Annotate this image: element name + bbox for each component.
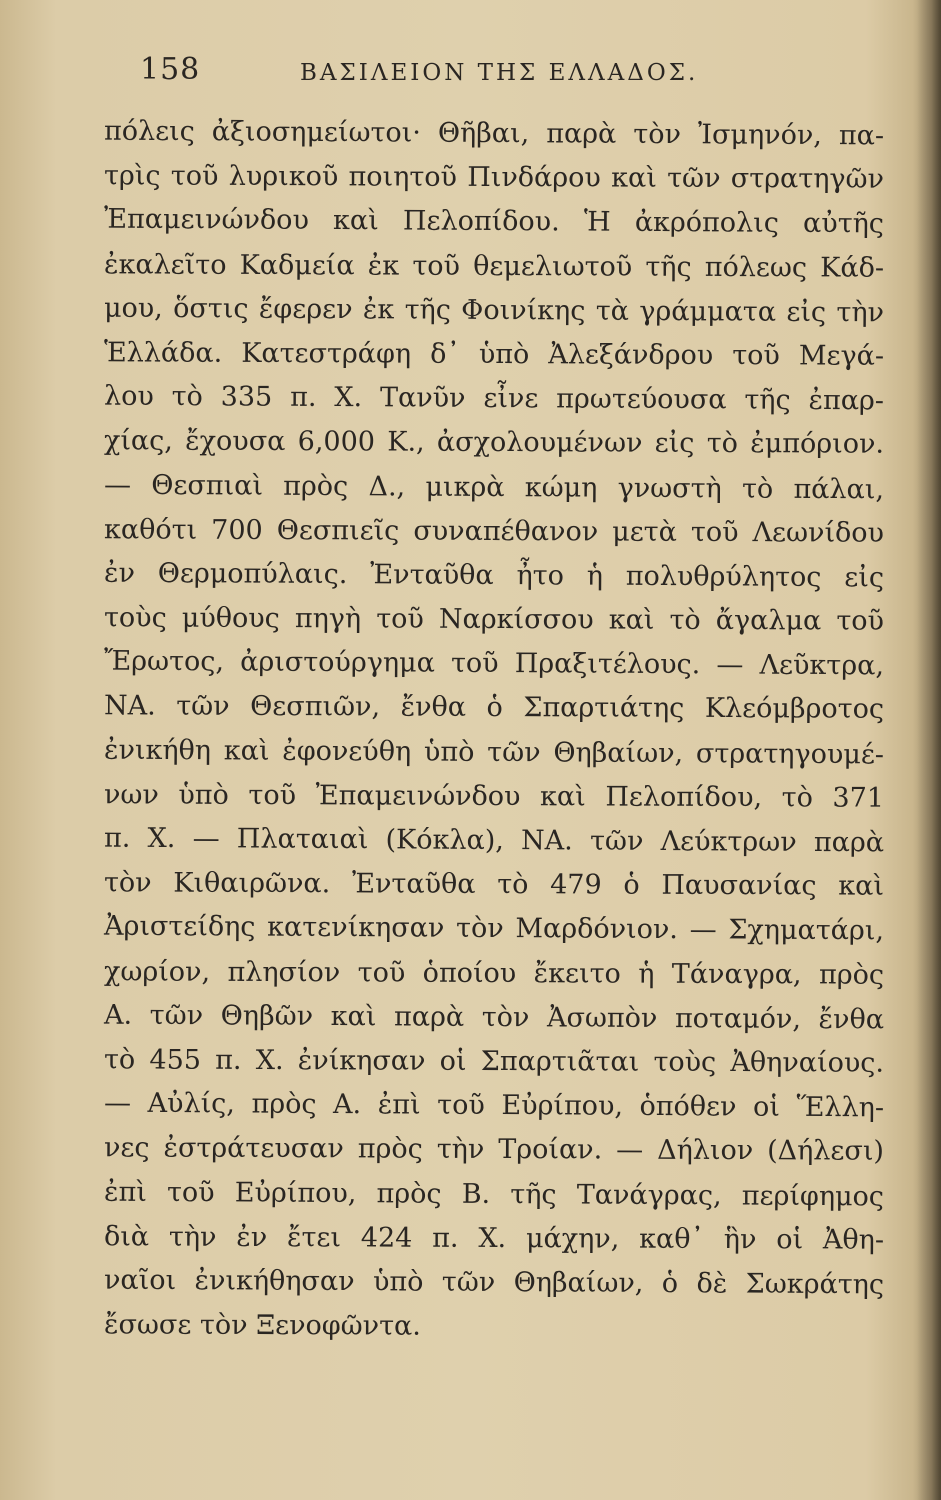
body-text	[104, 112, 884, 1349]
text-line: — Αὐλίς, πρὸς Α. ἐπὶ τοῦ Εὐρίπου, ὁπόθεν οἱ Ἕλλη-	[103, 1087, 885, 1124]
text-line: Ἑλλάδα. Κατεστράφη δ᾽ ὑπὸ Ἀλεξάνδρου τοῦ Μεγά-	[103, 337, 885, 372]
running-head: ΒΑΣΙΛΕΙΟΝ ΤΗΣ ΕΛΛΑΔΟΣ.	[300, 60, 699, 86]
text-line: — Θεσπιαὶ πρὸς Δ., μικρὰ κώμη γνωστὴ τὸ πάλαι,	[103, 469, 885, 505]
text-line: μου, ὅστις ἔφερεν ἐκ τῆς Φοινίκης τὰ γράμματα εἰς τὴν	[103, 292, 885, 329]
text-line: διὰ τὴν ἐν ἔτει 424 π. Χ. μάχην, καθ᾽ ἣν οἱ Ἀθη-	[103, 1220, 885, 1256]
page-edge-shadow	[917, 0, 941, 1500]
text-line: ἐκαλεῖτο Καδμεία ἐκ τοῦ θεμελιωτοῦ τῆς πόλεως Κάδ-	[103, 248, 885, 284]
text-line: Ἔρωτος, ἀριστούργημα τοῦ Πραξιτέλους. — Λεῦκτρα,	[103, 645, 885, 682]
text-line: Ἐπαμεινώνδου καὶ Πελοπίδου. Ἡ ἀκρόπολις αὐτῆς	[103, 203, 885, 240]
text-line: χίας, ἔχουσα 6,000 Κ., ἀσχολουμένων εἰς τὸ ἐμπόριον.	[103, 425, 885, 461]
text-line: Α. τῶν Θηβῶν καὶ παρὰ τὸν Ἀσωπὸν ποταμόν, ἔνθα	[103, 999, 885, 1036]
text-line: τὸν Κιθαιρῶνα. Ἐνταῦθα τὸ 479 ὁ Παυσανίας καὶ	[103, 867, 885, 902]
text-line: ἐν Θερμοπύλαις. Ἐνταῦθα ἦτο ἡ πολυθρύλητος εἰς	[103, 557, 885, 594]
text-line: χωρίον, πλησίον τοῦ ὁποίου ἔκειτο ἡ Τάναγρα, πρὸς	[103, 955, 885, 991]
text-line: ΝΑ. τῶν Θεσπιῶν, ἔνθα ὁ Σπαρτιάτης Κλεόμβροτος	[103, 690, 885, 726]
text-line: λου τὸ 335 π. Χ. Τανῦν εἶνε πρωτεύουσα τῆς ἐπαρ-	[103, 380, 885, 417]
page-number: 158	[140, 52, 201, 87]
text-line: ἐπὶ τοῦ Εὐρίπου, πρὸς Β. τῆς Τανάγρας, περίφημος	[103, 1176, 885, 1212]
text-line: καθότι 700 Θεσπιεῖς συναπέθανον μετὰ τοῦ Λεωνίδου	[103, 513, 885, 549]
text-line: πόλεις ἀξιοσημείωτοι· Θῆβαι, παρὰ τὸν Ἰσμηνόν, πα-	[103, 115, 885, 152]
text-line: τρὶς τοῦ λυρικοῦ ποιητοῦ Πινδάρου καὶ τῶν στρατηγῶν	[103, 160, 885, 195]
text-line: νων ὑπὸ τοῦ Ἐπαμεινώνδου καὶ Πελοπίδου, τὸ 371	[103, 779, 885, 814]
text-line: ἐνικήθη καὶ ἐφονεύθη ὑπὸ τῶν Θηβαίων, στρατηγουμέ-	[103, 734, 885, 771]
text-line: νες ἐστράτευσαν πρὸς τὴν Τροίαν. — Δήλιον (Δήλεσι)	[103, 1132, 885, 1168]
text-line: Ἀριστείδης κατενίκησαν τὸν Μαρδόνιον. — Σχηματάρι,	[103, 910, 885, 947]
text-line: ναῖοι ἐνικήθησαν ὑπὸ τῶν Θηβαίων, ὁ δὲ Σωκράτης	[103, 1264, 885, 1301]
text-line: ἔσωσε τὸν Ξενοφῶντα.	[103, 1309, 421, 1342]
text-line: τοὺς μύθους πηγὴ τοῦ Ναρκίσσου καὶ τὸ ἄγαλμα τοῦ	[103, 602, 885, 637]
text-line: π. Χ. — Πλαταιαὶ (Κόκλα), ΝΑ. τῶν Λεύκτρων παρὰ	[103, 822, 885, 859]
text-line: τὸ 455 π. Χ. ἐνίκησαν οἱ Σπαρτιᾶται τοὺς Ἀθηναίους.	[103, 1044, 885, 1079]
